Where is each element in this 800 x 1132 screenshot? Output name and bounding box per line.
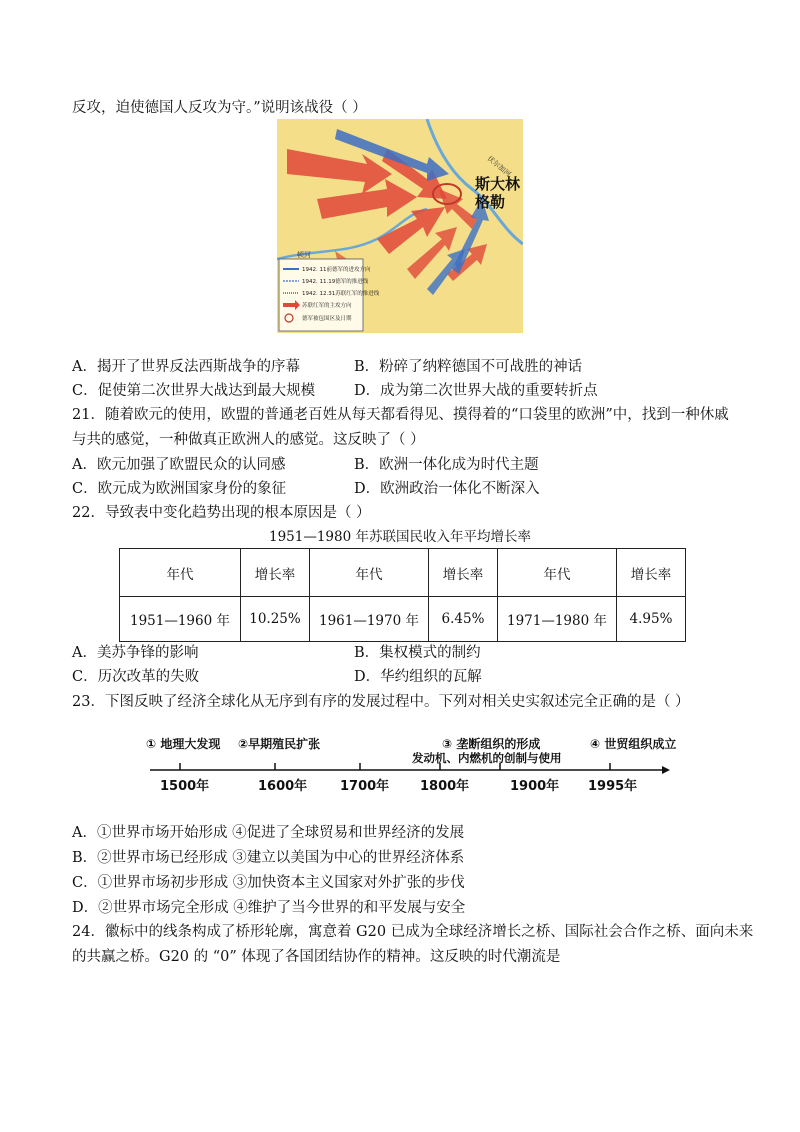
q22-option-c[interactable]: C．历次改革的失败 bbox=[72, 669, 200, 685]
header-cell: 年代 bbox=[310, 549, 429, 597]
globalization-timeline bbox=[140, 730, 680, 800]
q20-option-d[interactable]: D．成为第二次世界大战的重要转折点 bbox=[354, 383, 598, 399]
growth-rate-table bbox=[119, 548, 686, 642]
q20-option-c[interactable]: C．促使第二次世界大战达到最大规模 bbox=[72, 383, 316, 399]
legend-item-5: 德军被包围区及日期 bbox=[302, 316, 352, 322]
timeline-year: 1995年 bbox=[588, 779, 638, 794]
timeline-year: 1500年 bbox=[160, 779, 210, 794]
timeline-arrowhead bbox=[662, 766, 670, 774]
q20-option-a[interactable]: A．揭开了世界反法西斯战争的序幕 bbox=[72, 359, 300, 375]
table-cell: 1971—1980 年 bbox=[498, 597, 617, 642]
table-cell: 10.25% bbox=[241, 597, 310, 642]
timeline-event-2: ②早期殖民扩张 bbox=[238, 737, 321, 751]
header-cell: 年代 bbox=[498, 549, 617, 597]
q21-stem-line2: 与共的感觉，一种做真正欧洲人的感觉。这反映了（ ） bbox=[72, 432, 425, 448]
q23-option-a[interactable]: A．①世界市场开始形成 ④促进了全球贸易和世界经济的发展 bbox=[72, 825, 465, 841]
timeline-year: 1700年 bbox=[340, 779, 390, 794]
table-cell: 4.95% bbox=[617, 597, 686, 642]
table-cell: 1961—1970 年 bbox=[310, 597, 429, 642]
timeline-event-3: ③ 垄断组织的形成 bbox=[442, 737, 541, 751]
table-cell: 1951—1960 年 bbox=[120, 597, 241, 642]
q21-option-c[interactable]: C．欧元成为欧洲国家身份的象征 bbox=[72, 481, 287, 497]
timeline-event-4: ④ 世贸组织成立 bbox=[590, 737, 677, 751]
q21-option-d[interactable]: D．欧洲政治一体化不断深入 bbox=[354, 481, 540, 497]
q21-stem-line1: 21．随着欧元的使用，欧盟的普通老百姓从每天都看得见、摸得着的“口袋里的欧洲”中，找到一种休戚 bbox=[72, 407, 729, 423]
map-city-label-line1: 斯大林 bbox=[475, 175, 521, 193]
map-city-label-line2: 格勒 bbox=[475, 193, 506, 211]
q23-option-d[interactable]: D．②世界市场完全形成 ④维护了当今世界的和平发展与安全 bbox=[72, 900, 466, 916]
table-row bbox=[120, 597, 686, 642]
table-cell: 6.45% bbox=[429, 597, 498, 642]
legend-item-1: 1942. 11前德军的进攻方向 bbox=[302, 267, 371, 273]
table-header-row bbox=[120, 549, 686, 597]
header-cell: 增长率 bbox=[241, 549, 310, 597]
timeline-event-3b: 发动机、内燃机的创制与使用 bbox=[412, 751, 562, 765]
timeline-year: 1900年 bbox=[510, 779, 560, 794]
q21-option-a[interactable]: A．欧元加强了欧盟民众的认同感 bbox=[72, 457, 286, 473]
timeline-event-1: ① 地理大发现 bbox=[146, 737, 221, 751]
q22-option-d[interactable]: D．华约组织的瓦解 bbox=[354, 669, 482, 685]
timeline-year: 1800年 bbox=[420, 779, 470, 794]
q24-stem-line2: 的共赢之桥。G20 的 “0” 体现了各国团结协作的精神。这反映的时代潮流是 bbox=[72, 949, 561, 965]
stalingrad-battle-map bbox=[277, 119, 523, 333]
q22-option-b[interactable]: B．集权模式的制约 bbox=[354, 645, 481, 661]
q21-option-b[interactable]: B．欧洲一体化成为时代主题 bbox=[354, 457, 539, 473]
header-cell: 年代 bbox=[120, 549, 241, 597]
header-cell: 增长率 bbox=[617, 549, 686, 597]
table-title: 1951—1980 年苏联国民收入年平均增长率 bbox=[268, 529, 531, 545]
q23-stem: 23．下图反映了经济全球化从无序到有序的发展过程中。下列对相关史实叙述完全正确的是（ ） bbox=[72, 694, 690, 710]
legend-item-3: 1942. 12.31苏联红军的推进线 bbox=[302, 291, 380, 297]
map-small-label-don: 顿河 bbox=[297, 251, 311, 259]
legend-item-2: 1942. 11.19德军的推进线 bbox=[302, 279, 369, 285]
q23-option-b[interactable]: B．②世界市场已经形成 ③建立以美国为中心的世界经济体系 bbox=[72, 850, 465, 866]
q23-option-c[interactable]: C．①世界市场初步形成 ③加快资本主义国家对外扩张的步伐 bbox=[72, 875, 465, 891]
timeline-year: 1600年 bbox=[258, 779, 308, 794]
q24-stem-line1: 24．徽标中的线条构成了桥形轮廓，寓意着 G20 已成为全球经济增长之桥、国际社会合作之桥、面向未来 bbox=[72, 924, 754, 940]
map-small-label-volga: 伏尔加河 bbox=[485, 154, 513, 179]
legend-item-4: 苏联红军的主攻方向 bbox=[302, 303, 352, 309]
q20-option-b[interactable]: B．粉碎了纳粹德国不可战胜的神话 bbox=[354, 359, 583, 375]
q22-option-a[interactable]: A．美苏争锋的影响 bbox=[72, 645, 199, 661]
q22-stem: 22．导致表中变化趋势出现的根本原因是（ ） bbox=[72, 505, 371, 521]
header-cell: 增长率 bbox=[429, 549, 498, 597]
q20-stem-tail: 反攻，迫使德国人反攻为守。”说明该战役（ ） bbox=[72, 100, 367, 116]
